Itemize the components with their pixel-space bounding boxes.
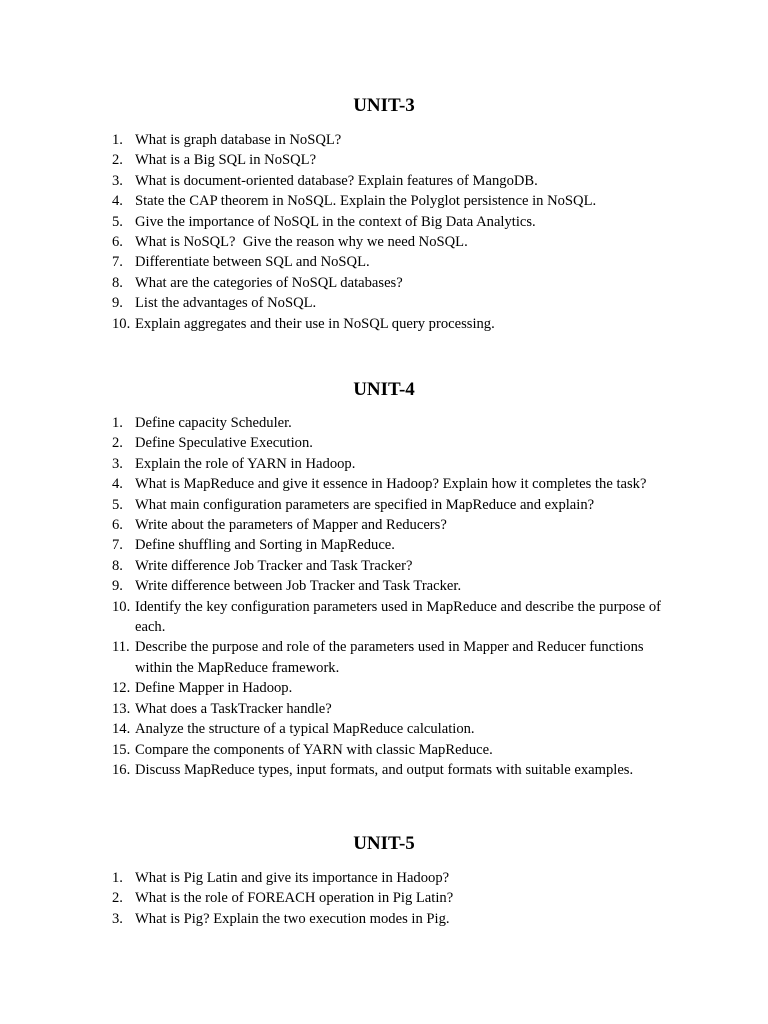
question-text: Identify the key configuration parameters used in MapReduce and describe the purpose of each. — [135, 598, 665, 636]
question-text: Describe the purpose and role of the parameters used in Mapper and Reducer functions within the MapReduce framework. — [135, 639, 648, 676]
list-item — [112, 535, 672, 555]
question-number: 15. — [112, 741, 131, 758]
question-number: 5. — [112, 496, 123, 513]
list-item — [112, 212, 672, 232]
list-item — [112, 699, 672, 719]
list-item — [112, 576, 672, 596]
list-item — [112, 433, 672, 453]
list-item — [112, 888, 672, 908]
question-text: What main configuration parameters are specified in MapReduce and explain? — [135, 496, 595, 513]
question-text: What is the role of FOREACH operation in Pig Latin? — [135, 890, 454, 907]
question-text: State the CAP theorem in NoSQL. Explain the Polyglot persistence in NoSQL. — [135, 193, 597, 210]
unit-5-question-list — [112, 868, 672, 929]
question-number: 16. — [112, 761, 131, 778]
question-text: What is Pig? Explain the two execution modes in Pig. — [135, 910, 450, 927]
question-number: 6. — [112, 517, 123, 534]
question-number: 1. — [112, 132, 123, 148]
list-item — [112, 232, 672, 252]
question-text: What is a Big SQL in NoSQL? — [135, 152, 317, 169]
question-text: What are the categories of NoSQL databases? — [135, 274, 403, 291]
question-number: 10. — [112, 315, 131, 332]
question-text: Discuss MapReduce types, input formats, and output formats with suitable examples. — [135, 761, 634, 778]
question-number: 14. — [112, 721, 131, 738]
list-item — [112, 637, 672, 678]
list-item — [112, 515, 672, 535]
list-item — [112, 171, 672, 191]
unit-5-section — [0, 832, 768, 856]
question-text: Define Speculative Execution. — [135, 435, 313, 452]
question-number: 1. — [112, 870, 123, 886]
question-number: 6. — [112, 234, 123, 251]
question-number: 5. — [112, 213, 123, 230]
question-text: Define shuffling and Sorting in MapReduce. — [135, 537, 395, 554]
question-text: Differentiate between SQL and NoSQL. — [135, 254, 370, 271]
question-number: 7. — [112, 254, 123, 271]
unit-title: UNIT-5 — [353, 833, 415, 854]
list-item — [112, 678, 672, 698]
unit-3-question-list — [112, 130, 672, 334]
question-number: 2. — [112, 152, 123, 169]
question-number: 8. — [112, 274, 123, 291]
list-item — [112, 760, 672, 780]
question-number: 9. — [112, 578, 123, 595]
list-item — [112, 273, 672, 293]
question-number: 4. — [112, 193, 123, 210]
question-text: Define capacity Scheduler. — [135, 415, 292, 431]
question-number: 4. — [112, 476, 123, 493]
list-item — [112, 597, 672, 638]
list-item — [112, 130, 672, 150]
question-number: 3. — [112, 172, 123, 189]
question-number: 13. — [112, 700, 131, 717]
list-item — [112, 314, 672, 334]
list-item — [112, 413, 672, 433]
unit-title: UNIT-4 — [353, 379, 415, 400]
question-number: 12. — [112, 680, 131, 697]
question-text: Analyze the structure of a typical MapReduce calculation. — [135, 721, 475, 738]
question-text: Give the importance of NoSQL in the context of Big Data Analytics. — [135, 213, 536, 230]
question-text: Write about the parameters of Mapper and Reducers? — [135, 517, 447, 534]
list-item — [112, 740, 672, 760]
question-text: Explain the role of YARN in Hadoop. — [135, 455, 356, 472]
question-number: 8. — [112, 557, 123, 574]
question-number: 9. — [112, 295, 123, 312]
list-item — [112, 909, 672, 929]
unit-4-section — [0, 378, 768, 402]
question-number: 2. — [112, 890, 123, 907]
question-text: Write difference Job Tracker and Task Tracker? — [135, 557, 413, 574]
question-text: What is document-oriented database? Explain features of MangoDB. — [135, 172, 538, 189]
list-item — [112, 556, 672, 576]
list-item — [112, 293, 672, 313]
list-item — [112, 252, 672, 272]
question-number: 2. — [112, 435, 123, 452]
list-item — [112, 719, 672, 739]
question-text: Write difference between Job Tracker and Task Tracker. — [135, 578, 462, 595]
question-number: 3. — [112, 910, 123, 927]
list-item — [112, 868, 672, 888]
question-text: Define Mapper in Hadoop. — [135, 680, 293, 697]
question-text: Explain aggregates and their use in NoSQL query processing. — [135, 315, 495, 332]
unit-4-question-list — [112, 413, 672, 780]
list-item — [112, 150, 672, 170]
list-item — [112, 191, 672, 211]
question-text: What is MapReduce and give it essence in Hadoop? Explain how it completes the task? — [135, 476, 647, 493]
question-text: What is NoSQL? Give the reason why we need NoSQL. — [135, 234, 468, 251]
question-number: 1. — [112, 415, 123, 431]
question-text: Compare the components of YARN with classic MapReduce. — [135, 741, 493, 758]
question-text: What is Pig Latin and give its importance in Hadoop? — [135, 870, 450, 886]
question-number: 10. — [112, 598, 131, 615]
question-text: What is graph database in NoSQL? — [135, 132, 342, 148]
list-item — [112, 495, 672, 515]
question-number: 11. — [112, 639, 130, 656]
list-item — [112, 454, 672, 474]
question-text: List the advantages of NoSQL. — [135, 295, 317, 312]
unit-3-section — [0, 94, 768, 118]
question-number: 3. — [112, 455, 123, 472]
unit-title: UNIT-3 — [353, 95, 415, 116]
question-text: What does a TaskTracker handle? — [135, 700, 332, 717]
question-number: 7. — [112, 537, 123, 554]
list-item — [112, 474, 705, 494]
